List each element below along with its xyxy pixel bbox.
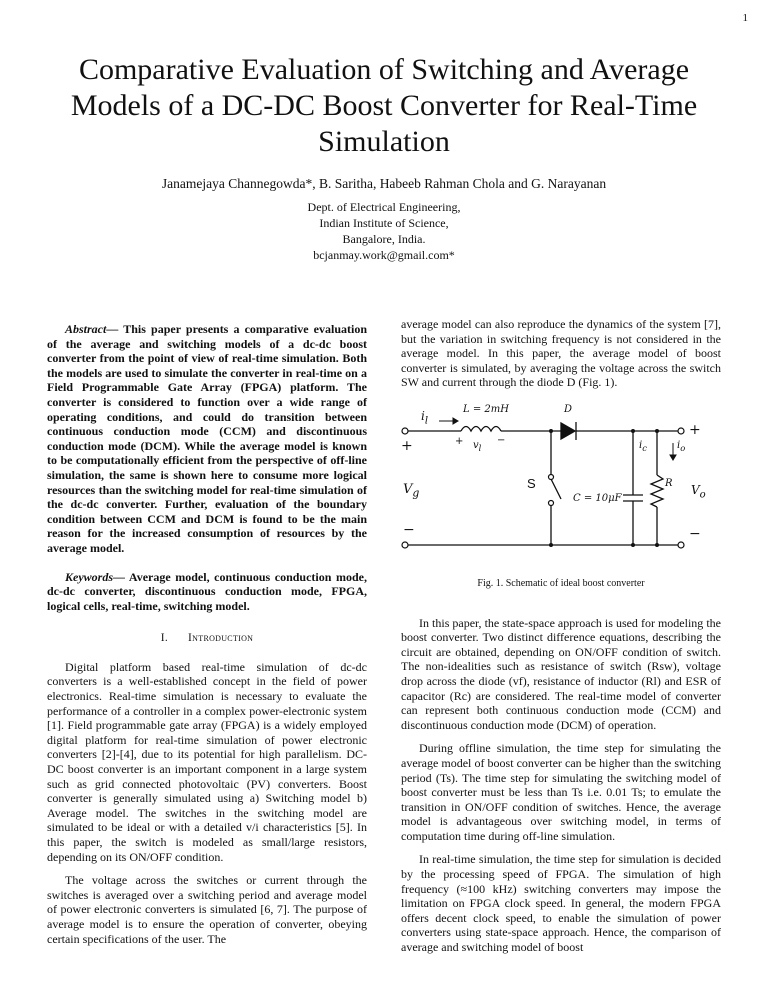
right-paragraph-2: In this paper, the state-space approach is used for modeling the boost converter. Two distinct difference equations, describing the circuit are obtained, depending on ON/OFF condition of switch. The non-idealities such as resistance of switch (Rsw), voltage drop across the diode (vf), resistance of inductor (Rl) and ESR of capacitor (Rc) are considered. The real-time model of converter can represent both continuous conduction mode (CCM) and discontinuous conduction mode (DCM) of operation. xyxy=(401,615,721,732)
node-res-top xyxy=(655,429,659,433)
label-diode: D xyxy=(564,403,573,415)
label-inductor: L = 2mH xyxy=(463,403,509,415)
right-column xyxy=(401,317,721,964)
diode-symbol xyxy=(561,423,575,439)
switch-blade xyxy=(551,479,561,499)
label-resistor: R xyxy=(665,477,673,489)
il-arrow-head xyxy=(453,418,458,424)
left-column xyxy=(47,322,367,955)
label-io: $i_o$ xyxy=(677,439,686,453)
right-paragraph-1: average model can also reproduce the dynamics of the system [7], but the variation in switching frequency is not considered in the average model. In this paper, the average model of boost converter is simulated, by averaging the voltage across the switch SW and current through the diode D (Fig. 1). xyxy=(401,317,721,390)
section-number: I. xyxy=(160,632,169,645)
label-capacitor: C = 10μF xyxy=(573,492,622,504)
io-arrow-head xyxy=(670,455,676,460)
affiliation-line: Dept. of Electrical Engineering, xyxy=(307,200,461,214)
node-res-bottom xyxy=(655,543,659,547)
affiliation-line: Indian Institute of Science, xyxy=(319,216,449,230)
node-switch-top xyxy=(549,429,553,433)
paper-title: Comparative Evaluation of Switching and Average Models of a DC-DC Boost Converter for Real-Time Simulation xyxy=(70,53,698,158)
label-ic: $i_c$ xyxy=(639,439,647,453)
page-number: 1 xyxy=(742,12,748,24)
switch-contact-bottom xyxy=(549,500,554,505)
abstract-text: This paper presents a comparative evaluation of the average and switching models of a dc-dc boost converter from the point of view of real-time simulation. Both the models are used to simulate the converter in real-time on a Field Programmable Gate Array (FPGA) platform. The converter is considered to function over a wide range of operating conditions, and could do transition between continuous conduction mode (CCM) and discontinuous conduction mode (DCM). While the average model is known to be computationally efficient from the perspective of off-line simulation, the same is shown here to consume more logical resources than the switching model for real-time simulation of the dc-dc converter. Further, evaluation of the boundary condition between CCM and DCM is found to be the main reason for the increased consumption of resources by the average model. xyxy=(47,322,367,555)
node-switch-bottom xyxy=(549,543,553,547)
label-vg: $V_g$ xyxy=(403,481,420,500)
abstract xyxy=(47,322,367,556)
abstract-label: Abstract— xyxy=(65,322,119,336)
right-paragraph-3: During offline simulation, the time step for simulating the average model of boost converter can be higher than the switching period (Ts). The time step for simulating the switching model of boost converter must be less than Ts i.e. 0.01 Ts; to emulate the transition in ON/OFF condition of switches. Hence, the average model is advantageous over switching model, in terms of computation time during off-line simulation. xyxy=(401,741,721,843)
author-email[interactable]: bcjanmay.work@gmail.com* xyxy=(313,248,455,262)
affiliation-line: Bangalore, India. xyxy=(342,232,426,246)
switch-contact-top xyxy=(549,474,554,479)
label-vg-minus: − xyxy=(403,521,415,538)
output-terminal-bottom xyxy=(678,542,684,548)
label-vl-plus: + xyxy=(455,435,464,447)
section-title: Introduction xyxy=(188,632,254,645)
intro-paragraph-2: The voltage across the switches or current through the switches is averaged over a switching period and average model of power electronic converters is simulated [6, 7]. The purpose of average model is to ensure the operation of converter, obeying certain specifications of the user. The xyxy=(47,873,367,946)
label-il: $i_l$ xyxy=(421,408,429,427)
label-vo-minus: − xyxy=(689,525,701,542)
label-vg-plus: + xyxy=(401,437,413,454)
right-paragraph-4: In real-time simulation, the time step for simulation is decided by the processing speed of FPGA. The simulation of high frequency (≈100 kHz) switching converters may impose the limitation on FPGA clock speed. In general, the modern FPGA offers decent clock speed, to enable the simulation of power converters using state-space approach. Hence, the comparison of average and switching model of boost xyxy=(401,852,721,955)
input-terminal-bottom xyxy=(402,542,408,548)
node-cap-bottom xyxy=(631,543,635,547)
label-vl-minus: − xyxy=(497,434,506,446)
resistor-zigzag xyxy=(651,475,663,507)
figure-caption: Fig. 1. Schematic of ideal boost converter xyxy=(477,577,645,589)
circuit-schematic xyxy=(401,399,721,569)
boost-converter-figure xyxy=(401,399,721,569)
label-vl: $v_l$ xyxy=(473,439,482,453)
output-terminal-top xyxy=(678,428,684,434)
intro-paragraph-1: Digital platform based real-time simulation of dc-dc converters is a well-established concept in the field of power electronics. Real-time simulation is necessary to evaluate the performance of a controller in a complex power-electronic system [1]. Field programmable gate array (FPGA) is a widely employed digital platform for real-time simulation of power electronic converters [2]-[4], due to its potential for high parallelism. DC-DC boost converter is an important component in a large system such as grid connected photovoltaic (PV) converters. Boost converter is generally simulated using a) Switching model b) Average model. The switches in the switching model are simulated to be ideal or with a detailed v/i characteristics [5]. In this paper, the switch is modeled as small/large resistors, depending on its ON/OFF condition. xyxy=(47,659,367,864)
label-vo: $V_o$ xyxy=(691,482,706,501)
label-vo-plus: + xyxy=(689,421,701,438)
label-switch: S xyxy=(527,475,536,491)
author-list: Janamejaya Channegowda*, B. Saritha, Habeeb Rahman Chola and G. Narayanan xyxy=(161,176,607,191)
input-terminal-top xyxy=(402,428,408,434)
keywords-text: Average model, continuous conduction mode, dc-dc converter, discontinuous conduction mode, FPGA, logical cells, real-time, switching model. xyxy=(47,569,367,613)
keywords xyxy=(47,570,367,614)
inductor-coil xyxy=(461,426,501,431)
node-cap-top xyxy=(631,429,635,433)
affiliation-block xyxy=(0,199,768,263)
keywords-label: Keywords— xyxy=(65,569,125,584)
section-heading-introduction xyxy=(47,631,367,646)
